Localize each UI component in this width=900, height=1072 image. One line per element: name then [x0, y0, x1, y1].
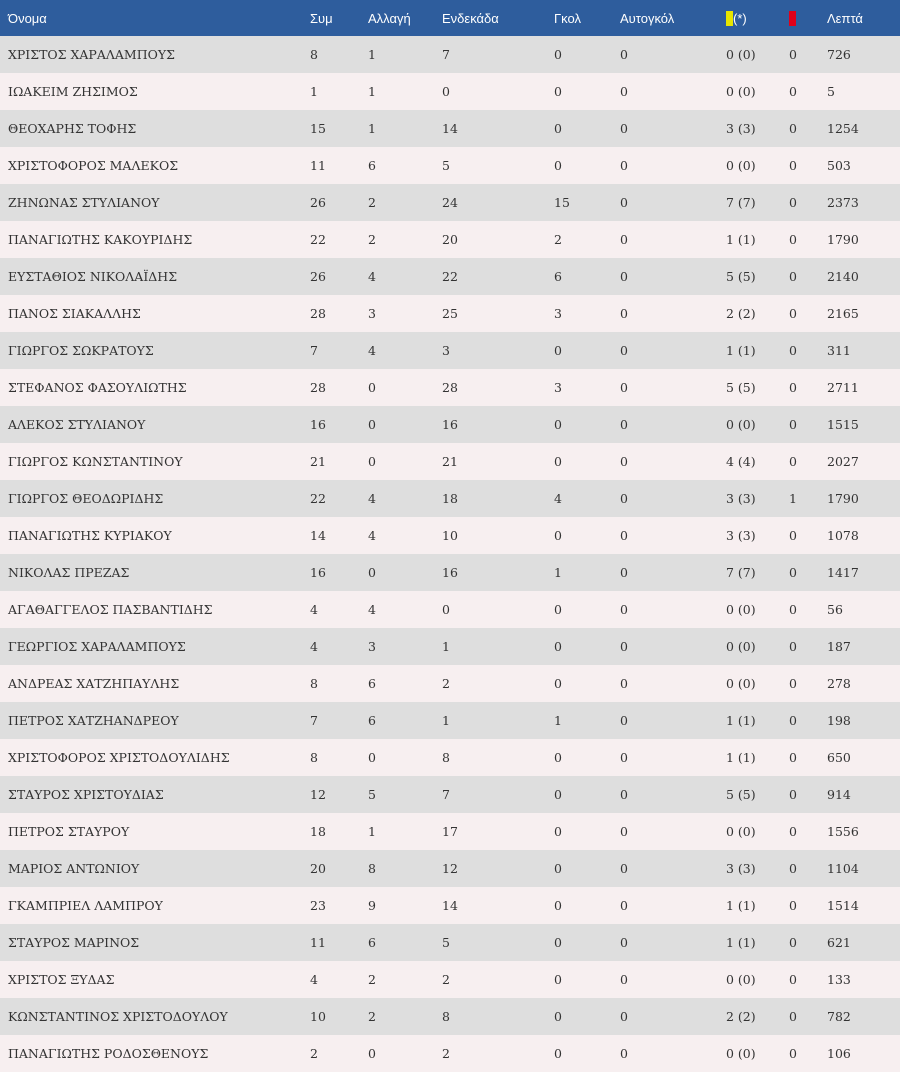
cell-starts: 2 — [442, 972, 450, 987]
cell-subs: 0 — [368, 750, 376, 765]
cell-yellow-cards: 1 (1) — [726, 232, 756, 247]
cell-own-goals: 0 — [620, 602, 628, 617]
cell-apps: 16 — [310, 417, 326, 432]
cell-starts: 0 — [442, 602, 450, 617]
cell-red-cards: 0 — [789, 713, 797, 728]
cell-own-goals: 0 — [620, 121, 628, 136]
cell-yellow-cards: 0 (0) — [726, 676, 756, 691]
cell-yellow-cards: 0 (0) — [726, 972, 756, 987]
cell-apps: 4 — [310, 602, 318, 617]
cell-red-cards: 0 — [789, 528, 797, 543]
table-row — [0, 887, 900, 924]
table-row — [0, 702, 900, 739]
cell-yellow-cards: 0 (0) — [726, 47, 756, 62]
cell-own-goals: 0 — [620, 1009, 628, 1024]
cell-red-cards: 0 — [789, 454, 797, 469]
cell-own-goals: 0 — [620, 898, 628, 913]
cell-subs: 6 — [368, 676, 376, 691]
table-row — [0, 739, 900, 776]
cell-subs: 3 — [368, 639, 376, 654]
cell-subs: 1 — [368, 84, 376, 99]
cell-starts: 16 — [442, 417, 458, 432]
cell-own-goals: 0 — [620, 195, 628, 210]
cell-goals: 4 — [554, 491, 562, 506]
header-own-goals[interactable]: Αυτογκόλ — [620, 10, 675, 26]
cell-minutes: 2140 — [827, 269, 859, 284]
cell-starts: 7 — [442, 787, 450, 802]
cell-goals: 1 — [554, 713, 562, 728]
cell-subs: 0 — [368, 417, 376, 432]
cell-starts: 1 — [442, 639, 450, 654]
cell-name: ΧΡΙΣΤΟΣ ΧΑΡΑΛΑΜΠΟΥΣ — [8, 47, 175, 62]
cell-red-cards: 0 — [789, 47, 797, 62]
cell-own-goals: 0 — [620, 713, 628, 728]
cell-minutes: 1417 — [827, 565, 859, 580]
cell-goals: 0 — [554, 528, 562, 543]
cell-name: ΑΓΑΘΑΓΓΕΛΟΣ ΠΑΣΒΑΝΤΙΔΗΣ — [8, 602, 213, 617]
cell-starts: 24 — [442, 195, 458, 210]
cell-own-goals: 0 — [620, 84, 628, 99]
cell-minutes: 198 — [827, 713, 851, 728]
cell-yellow-cards: 3 (3) — [726, 861, 756, 876]
cell-subs: 0 — [368, 454, 376, 469]
cell-minutes: 621 — [827, 935, 851, 950]
cell-starts: 2 — [442, 1046, 450, 1061]
cell-minutes: 56 — [827, 602, 843, 617]
cell-red-cards: 0 — [789, 269, 797, 284]
table-row — [0, 332, 900, 369]
cell-starts: 25 — [442, 306, 458, 321]
cell-minutes: 1078 — [827, 528, 859, 543]
table-row — [0, 147, 900, 184]
cell-own-goals: 0 — [620, 676, 628, 691]
cell-yellow-cards: 0 (0) — [726, 602, 756, 617]
cell-starts: 0 — [442, 84, 450, 99]
cell-goals: 0 — [554, 787, 562, 802]
cell-red-cards: 0 — [789, 380, 797, 395]
cell-minutes: 187 — [827, 639, 851, 654]
table-row — [0, 258, 900, 295]
cell-yellow-cards: 3 (3) — [726, 121, 756, 136]
cell-apps: 12 — [310, 787, 326, 802]
cell-apps: 7 — [310, 343, 318, 358]
table-row — [0, 628, 900, 665]
cell-subs: 5 — [368, 787, 376, 802]
cell-name: ΑΛΕΚΟΣ ΣΤΥΛΙΑΝΟΥ — [8, 417, 146, 432]
cell-minutes: 1515 — [827, 417, 859, 432]
cell-red-cards: 0 — [789, 343, 797, 358]
cell-name: ΠΑΝΑΓΙΩΤΗΣ ΡΟΔΟΣΘΕΝΟΥΣ — [8, 1046, 209, 1061]
cell-subs: 2 — [368, 972, 376, 987]
cell-goals: 0 — [554, 824, 562, 839]
cell-name: ΓΕΩΡΓΙΟΣ ΧΑΡΑΛΑΜΠΟΥΣ — [8, 639, 186, 654]
cell-starts: 28 — [442, 380, 458, 395]
cell-yellow-cards: 0 (0) — [726, 158, 756, 173]
cell-goals: 0 — [554, 1009, 562, 1024]
cell-goals: 0 — [554, 158, 562, 173]
table-row — [0, 295, 900, 332]
cell-name: ΘΕΟΧΑΡΗΣ ΤΟΦΗΣ — [8, 121, 137, 136]
cell-apps: 26 — [310, 269, 326, 284]
cell-name: ΠΕΤΡΟΣ ΧΑΤΖΗΑΝΔΡΕΟΥ — [8, 713, 179, 728]
cell-own-goals: 0 — [620, 639, 628, 654]
cell-minutes: 5 — [827, 84, 835, 99]
table-row — [0, 73, 900, 110]
cell-minutes: 1104 — [827, 861, 859, 876]
cell-starts: 3 — [442, 343, 450, 358]
cell-minutes: 1790 — [827, 491, 859, 506]
cell-apps: 11 — [310, 935, 326, 950]
cell-yellow-cards: 1 (1) — [726, 898, 756, 913]
cell-starts: 12 — [442, 861, 458, 876]
cell-subs: 0 — [368, 380, 376, 395]
cell-minutes: 133 — [827, 972, 851, 987]
cell-subs: 2 — [368, 232, 376, 247]
cell-starts: 2 — [442, 676, 450, 691]
cell-minutes: 726 — [827, 47, 851, 62]
cell-own-goals: 0 — [620, 47, 628, 62]
cell-apps: 4 — [310, 972, 318, 987]
cell-yellow-cards: 7 (7) — [726, 195, 756, 210]
cell-name: ΓΙΩΡΓΟΣ ΚΩΝΣΤΑΝΤΙΝΟΥ — [8, 454, 183, 469]
cell-apps: 20 — [310, 861, 326, 876]
cell-minutes: 1254 — [827, 121, 859, 136]
cell-own-goals: 0 — [620, 935, 628, 950]
cell-name: ΑΝΔΡΕΑΣ ΧΑΤΖΗΠΑΥΛΗΣ — [8, 676, 180, 691]
cell-own-goals: 0 — [620, 491, 628, 506]
cell-apps: 1 — [310, 84, 318, 99]
cell-starts: 10 — [442, 528, 458, 543]
cell-red-cards: 0 — [789, 565, 797, 580]
cell-subs: 1 — [368, 824, 376, 839]
cell-yellow-cards: 5 (5) — [726, 787, 756, 802]
cell-minutes: 311 — [827, 343, 851, 358]
cell-apps: 8 — [310, 750, 318, 765]
cell-starts: 8 — [442, 1009, 450, 1024]
cell-yellow-cards: 2 (2) — [726, 306, 756, 321]
cell-starts: 17 — [442, 824, 458, 839]
cell-goals: 0 — [554, 861, 562, 876]
cell-yellow-cards: 1 (1) — [726, 713, 756, 728]
cell-goals: 0 — [554, 343, 562, 358]
cell-subs: 9 — [368, 898, 376, 913]
table-row — [0, 850, 900, 887]
cell-red-cards: 0 — [789, 602, 797, 617]
cell-minutes: 1514 — [827, 898, 859, 913]
cell-own-goals: 0 — [620, 269, 628, 284]
cell-yellow-cards: 0 (0) — [726, 84, 756, 99]
cell-red-cards: 0 — [789, 972, 797, 987]
table-row — [0, 369, 900, 406]
cell-goals: 0 — [554, 602, 562, 617]
cell-name: ΓΚΑΜΠΡΙΕΛ ΛΑΜΠΡΟΥ — [8, 898, 163, 913]
cell-minutes: 106 — [827, 1046, 851, 1061]
cell-goals: 0 — [554, 454, 562, 469]
cell-name: ΝΙΚΟΛΑΣ ΠΡΕΖΑΣ — [8, 565, 130, 580]
cell-red-cards: 1 — [789, 491, 797, 506]
cell-own-goals: 0 — [620, 565, 628, 580]
cell-yellow-cards: 2 (2) — [726, 1009, 756, 1024]
cell-goals: 0 — [554, 676, 562, 691]
cell-apps: 28 — [310, 380, 326, 395]
cell-own-goals: 0 — [620, 343, 628, 358]
cell-goals: 0 — [554, 1046, 562, 1061]
cell-subs: 4 — [368, 491, 376, 506]
cell-goals: 0 — [554, 972, 562, 987]
cell-own-goals: 0 — [620, 380, 628, 395]
table-row — [0, 517, 900, 554]
cell-subs: 4 — [368, 602, 376, 617]
header-yellow-cards[interactable] — [726, 0, 789, 36]
cell-subs: 1 — [368, 121, 376, 136]
cell-yellow-cards: 0 (0) — [726, 417, 756, 432]
cell-subs: 4 — [368, 269, 376, 284]
cell-yellow-cards: 1 (1) — [726, 750, 756, 765]
table-row — [0, 443, 900, 480]
cell-minutes: 2165 — [827, 306, 859, 321]
cell-own-goals: 0 — [620, 158, 628, 173]
cell-starts: 14 — [442, 121, 458, 136]
cell-minutes: 1556 — [827, 824, 859, 839]
cell-starts: 20 — [442, 232, 458, 247]
cell-subs: 4 — [368, 528, 376, 543]
cell-starts: 8 — [442, 750, 450, 765]
cell-goals: 2 — [554, 232, 562, 247]
header-starts[interactable]: Ενδεκάδα — [442, 10, 499, 26]
cell-apps: 21 — [310, 454, 326, 469]
cell-subs: 6 — [368, 158, 376, 173]
cell-red-cards: 0 — [789, 232, 797, 247]
cell-red-cards: 0 — [789, 935, 797, 950]
cell-red-cards: 0 — [789, 676, 797, 691]
cell-subs: 6 — [368, 713, 376, 728]
cell-yellow-cards: 3 (3) — [726, 491, 756, 506]
cell-goals: 6 — [554, 269, 562, 284]
cell-starts: 16 — [442, 565, 458, 580]
cell-apps: 10 — [310, 1009, 326, 1024]
cell-apps: 15 — [310, 121, 326, 136]
cell-goals: 0 — [554, 639, 562, 654]
cell-minutes: 278 — [827, 676, 851, 691]
table-row — [0, 554, 900, 591]
cell-red-cards: 0 — [789, 158, 797, 173]
cell-own-goals: 0 — [620, 1046, 628, 1061]
cell-name: ΠΑΝΑΓΙΩΤΗΣ ΚΑΚΟΥΡΙΔΗΣ — [8, 232, 193, 247]
header-row — [0, 0, 900, 36]
table-row — [0, 998, 900, 1035]
header-minutes[interactable]: Λεπτά — [827, 10, 863, 26]
cell-subs: 2 — [368, 1009, 376, 1024]
cell-yellow-cards: 5 (5) — [726, 380, 756, 395]
cell-starts: 5 — [442, 935, 450, 950]
header-apps[interactable]: Συμ — [310, 10, 333, 26]
cell-own-goals: 0 — [620, 417, 628, 432]
cell-goals: 1 — [554, 565, 562, 580]
header-red-cards[interactable] — [789, 0, 827, 36]
cell-apps: 4 — [310, 639, 318, 654]
cell-yellow-cards: 1 (1) — [726, 343, 756, 358]
cell-name: ΓΙΩΡΓΟΣ ΘΕΟΔΩΡΙΔΗΣ — [8, 491, 164, 506]
cell-minutes: 503 — [827, 158, 851, 173]
table-row — [0, 924, 900, 961]
cell-yellow-cards: 7 (7) — [726, 565, 756, 580]
cell-apps: 22 — [310, 491, 326, 506]
cell-red-cards: 0 — [789, 84, 797, 99]
cell-subs: 0 — [368, 565, 376, 580]
cell-minutes: 1790 — [827, 232, 859, 247]
cell-own-goals: 0 — [620, 454, 628, 469]
table-row — [0, 776, 900, 813]
cell-name: ΚΩΝΣΤΑΝΤΙΝΟΣ ΧΡΙΣΤΟΔΟΥΛΟΥ — [8, 1009, 228, 1024]
cell-red-cards: 0 — [789, 861, 797, 876]
table-row — [0, 406, 900, 443]
cell-name: ΜΑΡΙΟΣ ΑΝΤΩΝΙΟΥ — [8, 861, 140, 876]
cell-name: ΖΗΝΩΝΑΣ ΣΤΥΛΙΑΝΟΥ — [8, 195, 160, 210]
cell-yellow-cards: 0 (0) — [726, 639, 756, 654]
cell-red-cards: 0 — [789, 898, 797, 913]
cell-apps: 23 — [310, 898, 326, 913]
cell-minutes: 650 — [827, 750, 851, 765]
cell-name: ΠΑΝΑΓΙΩΤΗΣ ΚΥΡΙΑΚΟΥ — [8, 528, 172, 543]
cell-subs: 4 — [368, 343, 376, 358]
table-row — [0, 480, 900, 517]
cell-yellow-cards: 1 (1) — [726, 935, 756, 950]
cell-red-cards: 0 — [789, 195, 797, 210]
cell-yellow-cards: 3 (3) — [726, 528, 756, 543]
cell-subs: 6 — [368, 935, 376, 950]
cell-red-cards: 0 — [789, 306, 797, 321]
cell-own-goals: 0 — [620, 972, 628, 987]
cell-apps: 22 — [310, 232, 326, 247]
cell-red-cards: 0 — [789, 121, 797, 136]
table-row — [0, 110, 900, 147]
cell-name: ΧΡΙΣΤΟΦΟΡΟΣ ΜΑΛΕΚΟΣ — [8, 158, 179, 173]
header-yellow-suffix: (*) — [733, 10, 747, 26]
yellow-card-icon — [726, 11, 733, 26]
cell-red-cards: 0 — [789, 639, 797, 654]
cell-goals: 0 — [554, 121, 562, 136]
cell-own-goals: 0 — [620, 787, 628, 802]
cell-own-goals: 0 — [620, 232, 628, 247]
table-row — [0, 184, 900, 221]
header-name[interactable]: Όνομα — [8, 10, 47, 26]
cell-goals: 0 — [554, 935, 562, 950]
cell-name: ΧΡΙΣΤΟΣ ΞΥΔΑΣ — [8, 972, 115, 987]
red-card-icon — [789, 11, 796, 26]
table-row — [0, 591, 900, 628]
cell-apps: 2 — [310, 1046, 318, 1061]
cell-apps: 14 — [310, 528, 326, 543]
cell-yellow-cards: 0 (0) — [726, 824, 756, 839]
cell-name: ΠΕΤΡΟΣ ΣΤΑΥΡΟΥ — [8, 824, 130, 839]
cell-subs: 2 — [368, 195, 376, 210]
cell-name: ΣΤΑΥΡΟΣ ΜΑΡΙΝΟΣ — [8, 935, 140, 950]
cell-starts: 22 — [442, 269, 458, 284]
cell-apps: 26 — [310, 195, 326, 210]
table-header — [0, 0, 900, 36]
table-body — [0, 36, 900, 1072]
cell-own-goals: 0 — [620, 306, 628, 321]
cell-goals: 3 — [554, 306, 562, 321]
table-row — [0, 1035, 900, 1072]
cell-red-cards: 0 — [789, 824, 797, 839]
cell-minutes: 2711 — [827, 380, 859, 395]
cell-own-goals: 0 — [620, 750, 628, 765]
cell-subs: 8 — [368, 861, 376, 876]
cell-goals: 0 — [554, 47, 562, 62]
cell-red-cards: 0 — [789, 1046, 797, 1061]
cell-minutes: 2373 — [827, 195, 859, 210]
cell-name: ΣΤΕΦΑΝΟΣ ΦΑΣΟΥΛΙΩΤΗΣ — [8, 380, 187, 395]
cell-name: ΙΩΑΚΕΙΜ ΖΗΣΙΜΟΣ — [8, 84, 138, 99]
cell-starts: 21 — [442, 454, 458, 469]
cell-starts: 1 — [442, 713, 450, 728]
table-row — [0, 961, 900, 998]
cell-goals: 3 — [554, 380, 562, 395]
cell-goals: 0 — [554, 750, 562, 765]
cell-name: ΠΑΝΟΣ ΣΙΑΚΑΛΛΗΣ — [8, 306, 141, 321]
cell-goals: 0 — [554, 417, 562, 432]
cell-own-goals: 0 — [620, 528, 628, 543]
cell-own-goals: 0 — [620, 824, 628, 839]
cell-starts: 18 — [442, 491, 458, 506]
cell-starts: 14 — [442, 898, 458, 913]
cell-yellow-cards: 5 (5) — [726, 269, 756, 284]
cell-name: ΓΙΩΡΓΟΣ ΣΩΚΡΑΤΟΥΣ — [8, 343, 154, 358]
header-goals[interactable]: Γκολ — [554, 10, 581, 26]
table-row — [0, 813, 900, 850]
cell-minutes: 914 — [827, 787, 851, 802]
cell-yellow-cards: 0 (0) — [726, 1046, 756, 1061]
cell-apps: 16 — [310, 565, 326, 580]
header-subs[interactable]: Αλλαγή — [368, 10, 411, 26]
cell-goals: 0 — [554, 898, 562, 913]
cell-apps: 7 — [310, 713, 318, 728]
cell-apps: 8 — [310, 47, 318, 62]
cell-name: ΣΤΑΥΡΟΣ ΧΡΙΣΤΟΥΔΙΑΣ — [8, 787, 164, 802]
cell-goals: 0 — [554, 84, 562, 99]
cell-yellow-cards: 4 (4) — [726, 454, 756, 469]
cell-red-cards: 0 — [789, 787, 797, 802]
table-row — [0, 36, 900, 73]
cell-red-cards: 0 — [789, 750, 797, 765]
table-row — [0, 221, 900, 258]
cell-red-cards: 0 — [789, 417, 797, 432]
cell-name: ΧΡΙΣΤΟΦΟΡΟΣ ΧΡΙΣΤΟΔΟΥΛΙΔΗΣ — [8, 750, 230, 765]
cell-subs: 3 — [368, 306, 376, 321]
cell-starts: 7 — [442, 47, 450, 62]
cell-minutes: 2027 — [827, 454, 859, 469]
table-row — [0, 665, 900, 702]
cell-own-goals: 0 — [620, 861, 628, 876]
cell-apps: 18 — [310, 824, 326, 839]
cell-minutes: 782 — [827, 1009, 851, 1024]
cell-apps: 28 — [310, 306, 326, 321]
cell-red-cards: 0 — [789, 1009, 797, 1024]
cell-subs: 1 — [368, 47, 376, 62]
cell-apps: 11 — [310, 158, 326, 173]
cell-name: ΕΥΣΤΑΘΙΟΣ ΝΙΚΟΛΑΪΔΗΣ — [8, 269, 178, 284]
cell-subs: 0 — [368, 1046, 376, 1061]
cell-starts: 5 — [442, 158, 450, 173]
cell-goals: 15 — [554, 195, 570, 210]
cell-apps: 8 — [310, 676, 318, 691]
